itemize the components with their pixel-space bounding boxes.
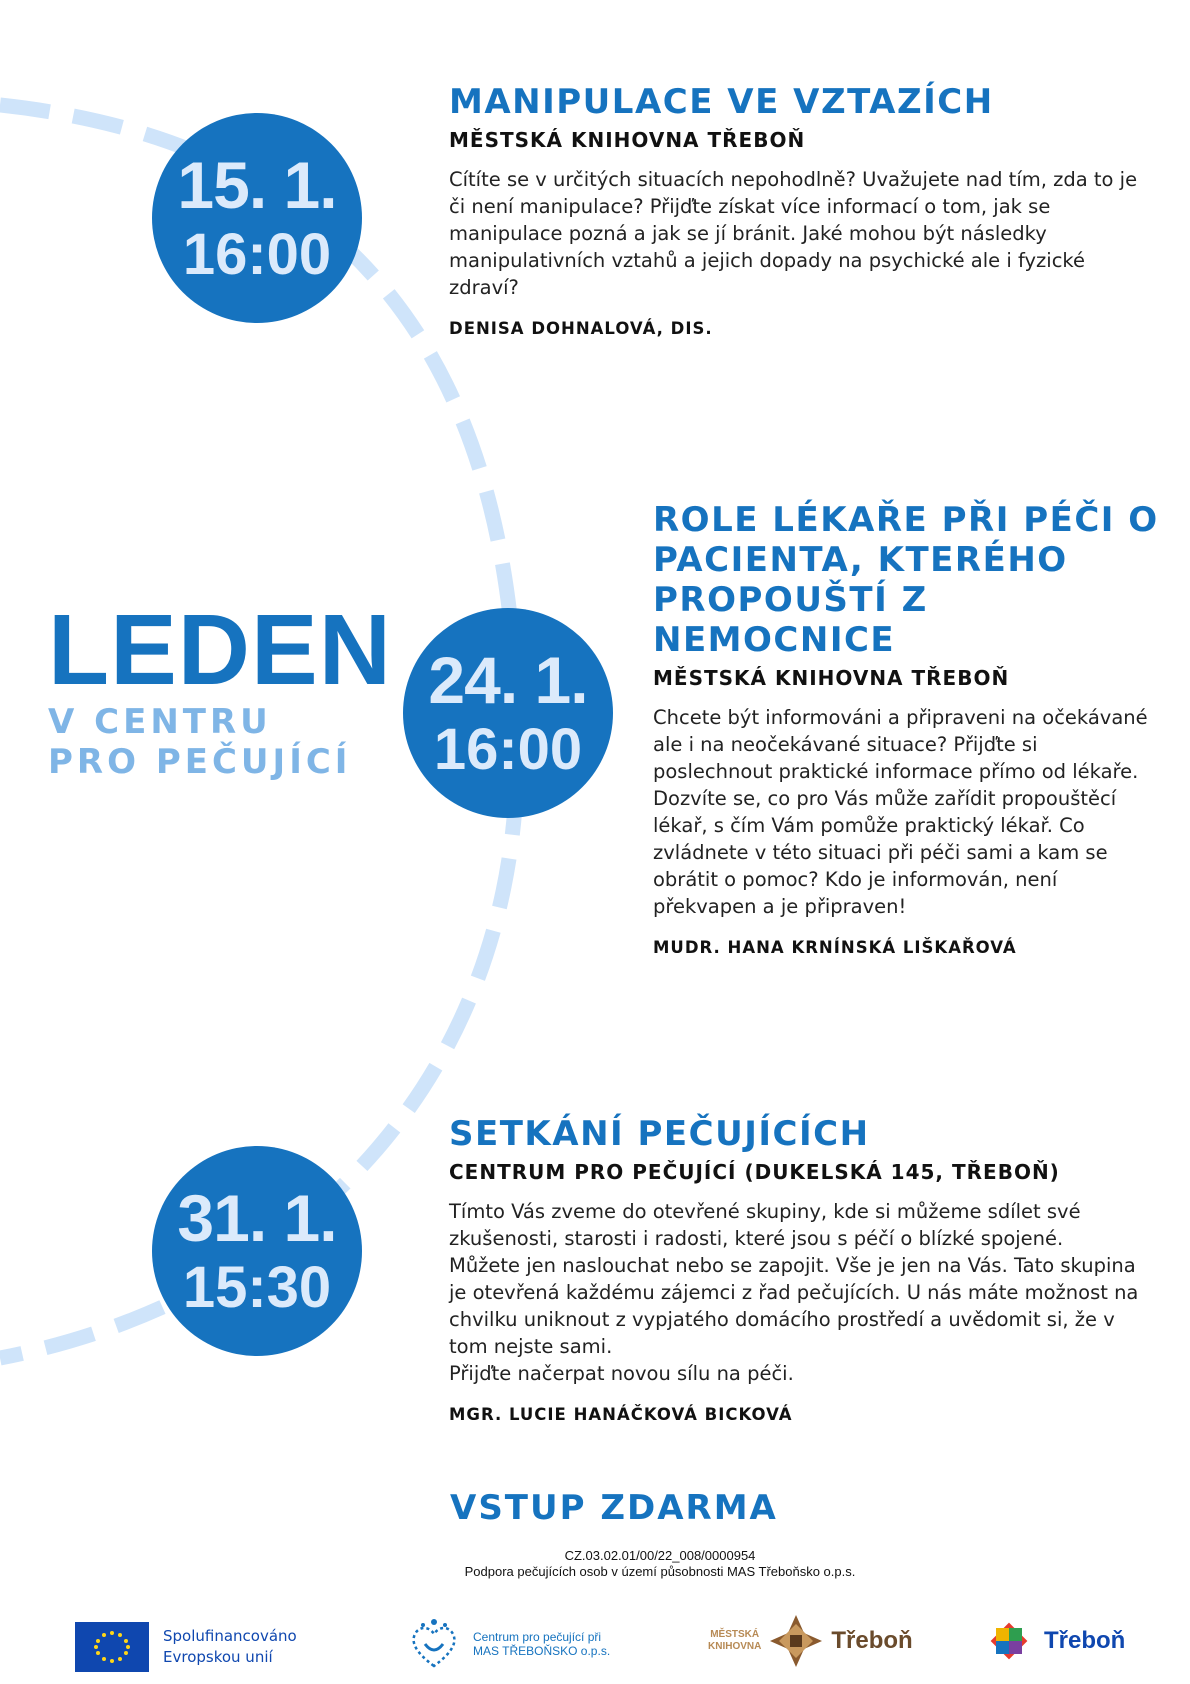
event-description: Tímto Vás zveme do otevřené skupiny, kde si můžeme sdílet své zkušenosti, starosti i radosti, které jsou s péčí o blízké spojené. Můžete jen naslouchat nebo se zapojit. Vše je jen na Vás. Tato skupina je otevřená každému zájemci z řad pečujících. U nás máte možnost na chvilku uniknout z vypjatého domácího prostředí a uvědomit si, že v tom nejste sami.: [449, 1200, 1139, 1358]
library-logo: [708, 1614, 913, 1668]
month-title: [48, 594, 392, 782]
city-name: Třeboň: [1044, 1627, 1126, 1654]
date-circle-3: [152, 1146, 362, 1356]
library-label-line2: KNIHOVNA: [708, 1641, 762, 1652]
eu-logo: [75, 1622, 297, 1672]
month-name: LEDEN: [48, 594, 392, 706]
event-time: 16:00: [182, 222, 332, 287]
month-subtitle-line2: PRO PEČUJÍCÍ: [48, 742, 352, 782]
event-2: [653, 500, 1163, 957]
event-date: 31. 1.: [177, 1181, 337, 1255]
centrum-label: [473, 1630, 610, 1658]
event-date: 24. 1.: [428, 643, 588, 717]
event-place: CENTRUM PRO PEČUJÍCÍ (DUKELSKÁ 145, TŘEBOŇ): [449, 1160, 1060, 1184]
centrum-label-line2: MAS TŘEBOŇSKO o.p.s.: [473, 1644, 611, 1658]
library-city-name: Třeboň: [831, 1627, 913, 1654]
event-place: MĚSTSKÁ KNIHOVNA TŘEBOŇ: [449, 128, 806, 152]
centrum-label-line1: Centrum pro pečující při: [473, 1630, 602, 1644]
event-description-closing: Přijďte načerpat novou sílu na péči.: [449, 1362, 794, 1385]
heart-care-icon: [405, 1616, 463, 1672]
date-circle-1: [152, 113, 362, 323]
project-code: CZ.03.02.01/00/22_008/0000954: [564, 1548, 756, 1563]
event-lecturer: MGR. LUCIE HANÁČKOVÁ BICKOVÁ: [449, 1405, 793, 1424]
event-3: [449, 1114, 1169, 1424]
eu-label-line2: Evropskou unií: [163, 1648, 273, 1666]
eu-flag-icon: [75, 1622, 149, 1672]
event-title: SETKÁNÍ PEČUJÍCÍCH: [449, 1114, 870, 1154]
project-name: Podpora pečujících osob v území působnosti MAS Třeboňsko o.p.s.: [464, 1564, 856, 1579]
event-date: 15. 1.: [177, 148, 337, 222]
event-description: Cítíte se v určitých situacích nepohodlně? Uvažujete nad tím, zda to je či není manipulace? Přijďte získat více informací o tom, jak se manipulace pozná a jak se jí bránit. Jaké mohou být následky manipulativních vztahů a jejich dopady na psychické ale i fyzické zdraví?: [449, 168, 1138, 299]
eu-label-line1: Spolufinancováno: [163, 1627, 297, 1645]
event-lecturer: DENISA DOHNALOVÁ, DIS.: [449, 319, 713, 338]
free-entry-label: VSTUP ZDARMA: [450, 1488, 778, 1528]
month-subtitle-line1: V CENTRU: [48, 702, 272, 742]
city-star-icon: [982, 1614, 1036, 1668]
library-label: [708, 1629, 761, 1653]
eu-label: [163, 1626, 297, 1668]
event-time: 16:00: [433, 717, 583, 782]
event-title: ROLE LÉKAŘE PŘI PÉČI O PACIENTA, KTERÉHO PROPOUŠTÍ Z NEMOCNICE: [653, 500, 1159, 660]
event-place: MĚSTSKÁ KNIHOVNA TŘEBOŇ: [653, 666, 1010, 690]
city-logo: [982, 1614, 1125, 1668]
library-star-icon: [769, 1614, 823, 1668]
library-label-line1: MĚSTSKÁ: [710, 1629, 760, 1640]
event-1: [449, 82, 1149, 338]
event-lecturer: MUDR. HANA KRNÍNSKÁ LIŠKAŘOVÁ: [653, 938, 1017, 957]
date-circle-2: [403, 608, 613, 818]
event-description: Chcete být informováni a připraveni na očekávané ale i na neočekávané situace? Přijďte si poslechnout praktické informace přímo od lékaře. Dozvíte se, co pro Vás může zařídit propouštěcí lékař, s čím Vám pomůže praktický lékař. Co zvládnete v této situaci při péči sami a kam se obrátit o pomoc? Kdo je informován, není překvapen a je připraven!: [653, 706, 1148, 918]
project-info: [300, 1548, 1020, 1580]
centrum-logo: [405, 1616, 610, 1672]
event-title: MANIPULACE VE VZTAZÍCH: [449, 82, 994, 122]
event-time: 15:30: [182, 1255, 332, 1320]
